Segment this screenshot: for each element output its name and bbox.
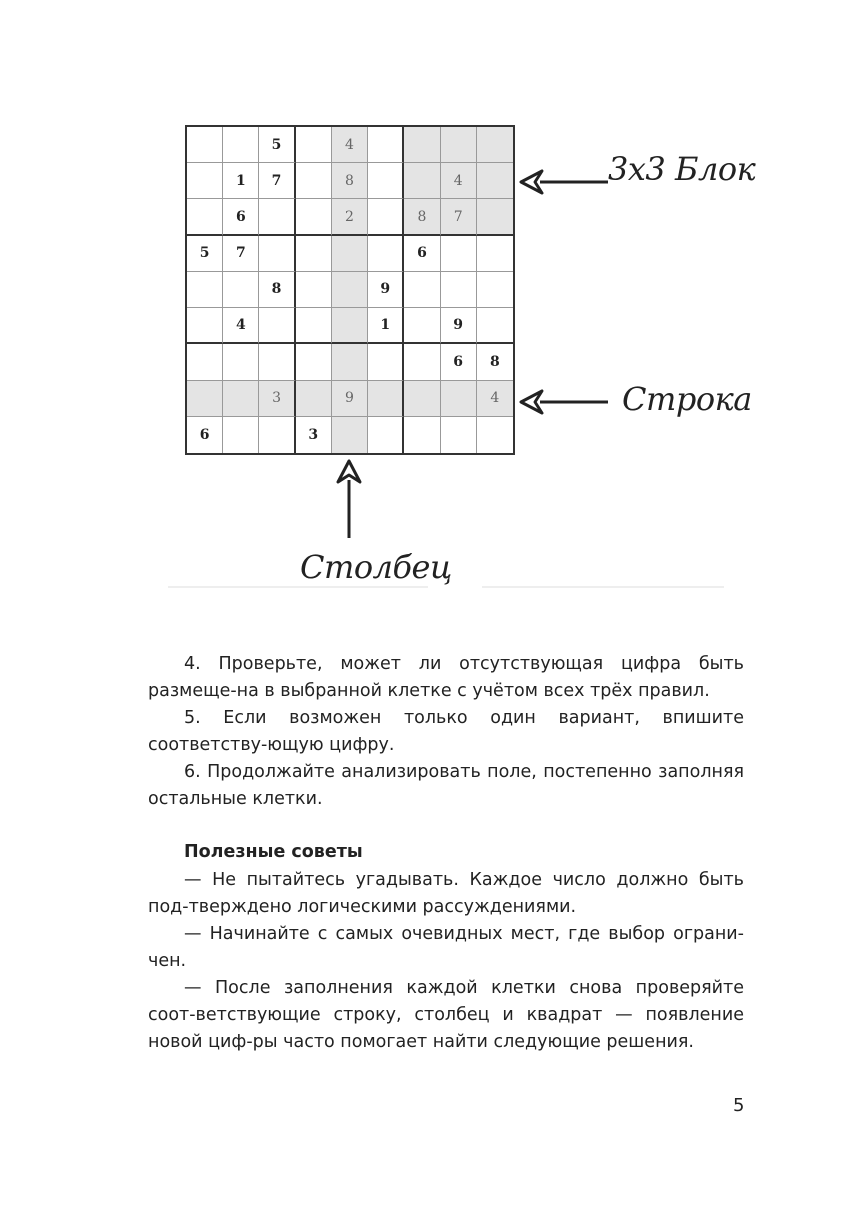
sudoku-cell (368, 344, 404, 380)
sudoku-cell: 1 (368, 308, 404, 344)
sudoku-cell (187, 127, 223, 163)
sudoku-cell (404, 127, 440, 163)
row-label: Строка (622, 380, 752, 418)
sudoku-cell (296, 272, 332, 308)
sudoku-cell (296, 163, 332, 199)
sudoku-grid (185, 125, 515, 455)
sudoku-cell (332, 272, 368, 308)
paragraph-step-4: 4. Проверьте, может ли отсутствующая цифра быть размеще-на в выбранной клетке с учётом всех трёх правил. (148, 654, 744, 701)
sudoku-cell (259, 199, 295, 235)
sudoku-cell: 5 (259, 127, 295, 163)
sudoku-cell: 4 (441, 163, 477, 199)
sudoku-cell (441, 127, 477, 163)
sudoku-cell: 3 (259, 381, 295, 417)
sudoku-cell: 2 (332, 199, 368, 235)
figure-divider (168, 586, 428, 588)
sudoku-cell (332, 236, 368, 272)
sudoku-cell (332, 344, 368, 380)
sudoku-cell: 9 (368, 272, 404, 308)
sudoku-cell (296, 199, 332, 235)
sudoku-cell (368, 236, 404, 272)
sudoku-cell (223, 417, 259, 453)
sudoku-cell: 6 (404, 236, 440, 272)
sudoku-cell: 1 (223, 163, 259, 199)
sudoku-cell (187, 163, 223, 199)
sudoku-cell (296, 344, 332, 380)
sudoku-cell (259, 344, 295, 380)
sudoku-cell: 8 (332, 163, 368, 199)
sudoku-cell: 7 (259, 163, 295, 199)
sudoku-cell (332, 417, 368, 453)
sudoku-cell: 8 (404, 199, 440, 235)
column-label: Столбец (300, 548, 452, 586)
sudoku-cell (259, 308, 295, 344)
sudoku-cell (296, 308, 332, 344)
sudoku-cell: 8 (259, 272, 295, 308)
sudoku-cell (441, 272, 477, 308)
sudoku-cell (404, 272, 440, 308)
sudoku-cell (441, 417, 477, 453)
sudoku-cell: 5 (187, 236, 223, 272)
sudoku-cell (404, 381, 440, 417)
arrow-left-icon (518, 168, 610, 198)
tip-item: — После заполнения каждой клетки снова проверяйте соот-ветствующие строку, столбец и квадрат — появление новой циф-ры часто помогает найти следующие решения. (148, 978, 744, 1052)
sudoku-cell (223, 381, 259, 417)
sudoku-cell: 4 (477, 381, 513, 417)
sudoku-cell (477, 236, 513, 272)
sudoku-cell (477, 163, 513, 199)
sudoku-cell (296, 127, 332, 163)
sudoku-cell (368, 163, 404, 199)
sudoku-cell (441, 381, 477, 417)
arrow-left-icon (518, 388, 610, 418)
sudoku-cell (477, 272, 513, 308)
sudoku-cell (368, 127, 404, 163)
sudoku-cell: 6 (223, 199, 259, 235)
sudoku-cell (223, 127, 259, 163)
sudoku-cell (187, 308, 223, 344)
sudoku-cell (187, 272, 223, 308)
sudoku-cell: 9 (332, 381, 368, 417)
paragraph-step-5: 5. Если возможен только один вариант, впишите соответству-ющую цифру. (148, 708, 744, 755)
sudoku-cell (223, 272, 259, 308)
sudoku-cell: 3 (296, 417, 332, 453)
sudoku-cell (187, 199, 223, 235)
sudoku-cell (259, 236, 295, 272)
sudoku-cell (187, 381, 223, 417)
sudoku-cell (404, 163, 440, 199)
sudoku-cell (404, 308, 440, 344)
tip-item: — Не пытайтесь угадывать. Каждое число должно быть под-тверждено логическими рассуждениями. (148, 870, 744, 917)
sudoku-cell: 6 (441, 344, 477, 380)
sudoku-cell (368, 381, 404, 417)
tip-item: — Начинайте с самых очевидных мест, где выбор ограни-чен. (148, 924, 744, 971)
paragraph-step-6: 6. Продолжайте анализировать поле, постепенно заполняя остальные клетки. (148, 762, 744, 809)
figure-divider (482, 586, 724, 588)
sudoku-cell (296, 381, 332, 417)
page-number: 5 (733, 1095, 745, 1116)
sudoku-cell: 9 (441, 308, 477, 344)
sudoku-cell (223, 344, 259, 380)
sudoku-cell: 8 (477, 344, 513, 380)
sudoku-cell (296, 236, 332, 272)
block-label: 3х3 Блок (608, 150, 756, 188)
sudoku-cell: 6 (187, 417, 223, 453)
sudoku-cell (368, 417, 404, 453)
sudoku-cell (441, 236, 477, 272)
sudoku-cell: 7 (223, 236, 259, 272)
arrow-up-icon (334, 458, 364, 540)
sudoku-cell (259, 417, 295, 453)
sudoku-cell (187, 344, 223, 380)
tips-heading: Полезные советы (184, 842, 363, 862)
sudoku-cell (477, 417, 513, 453)
sudoku-cell (404, 417, 440, 453)
sudoku-cell: 7 (441, 199, 477, 235)
sudoku-cell (477, 199, 513, 235)
sudoku-cell (332, 308, 368, 344)
sudoku-cell (368, 199, 404, 235)
sudoku-cell (404, 344, 440, 380)
sudoku-cell: 4 (332, 127, 368, 163)
sudoku-cell: 4 (223, 308, 259, 344)
sudoku-cell (477, 127, 513, 163)
sudoku-cell (477, 308, 513, 344)
